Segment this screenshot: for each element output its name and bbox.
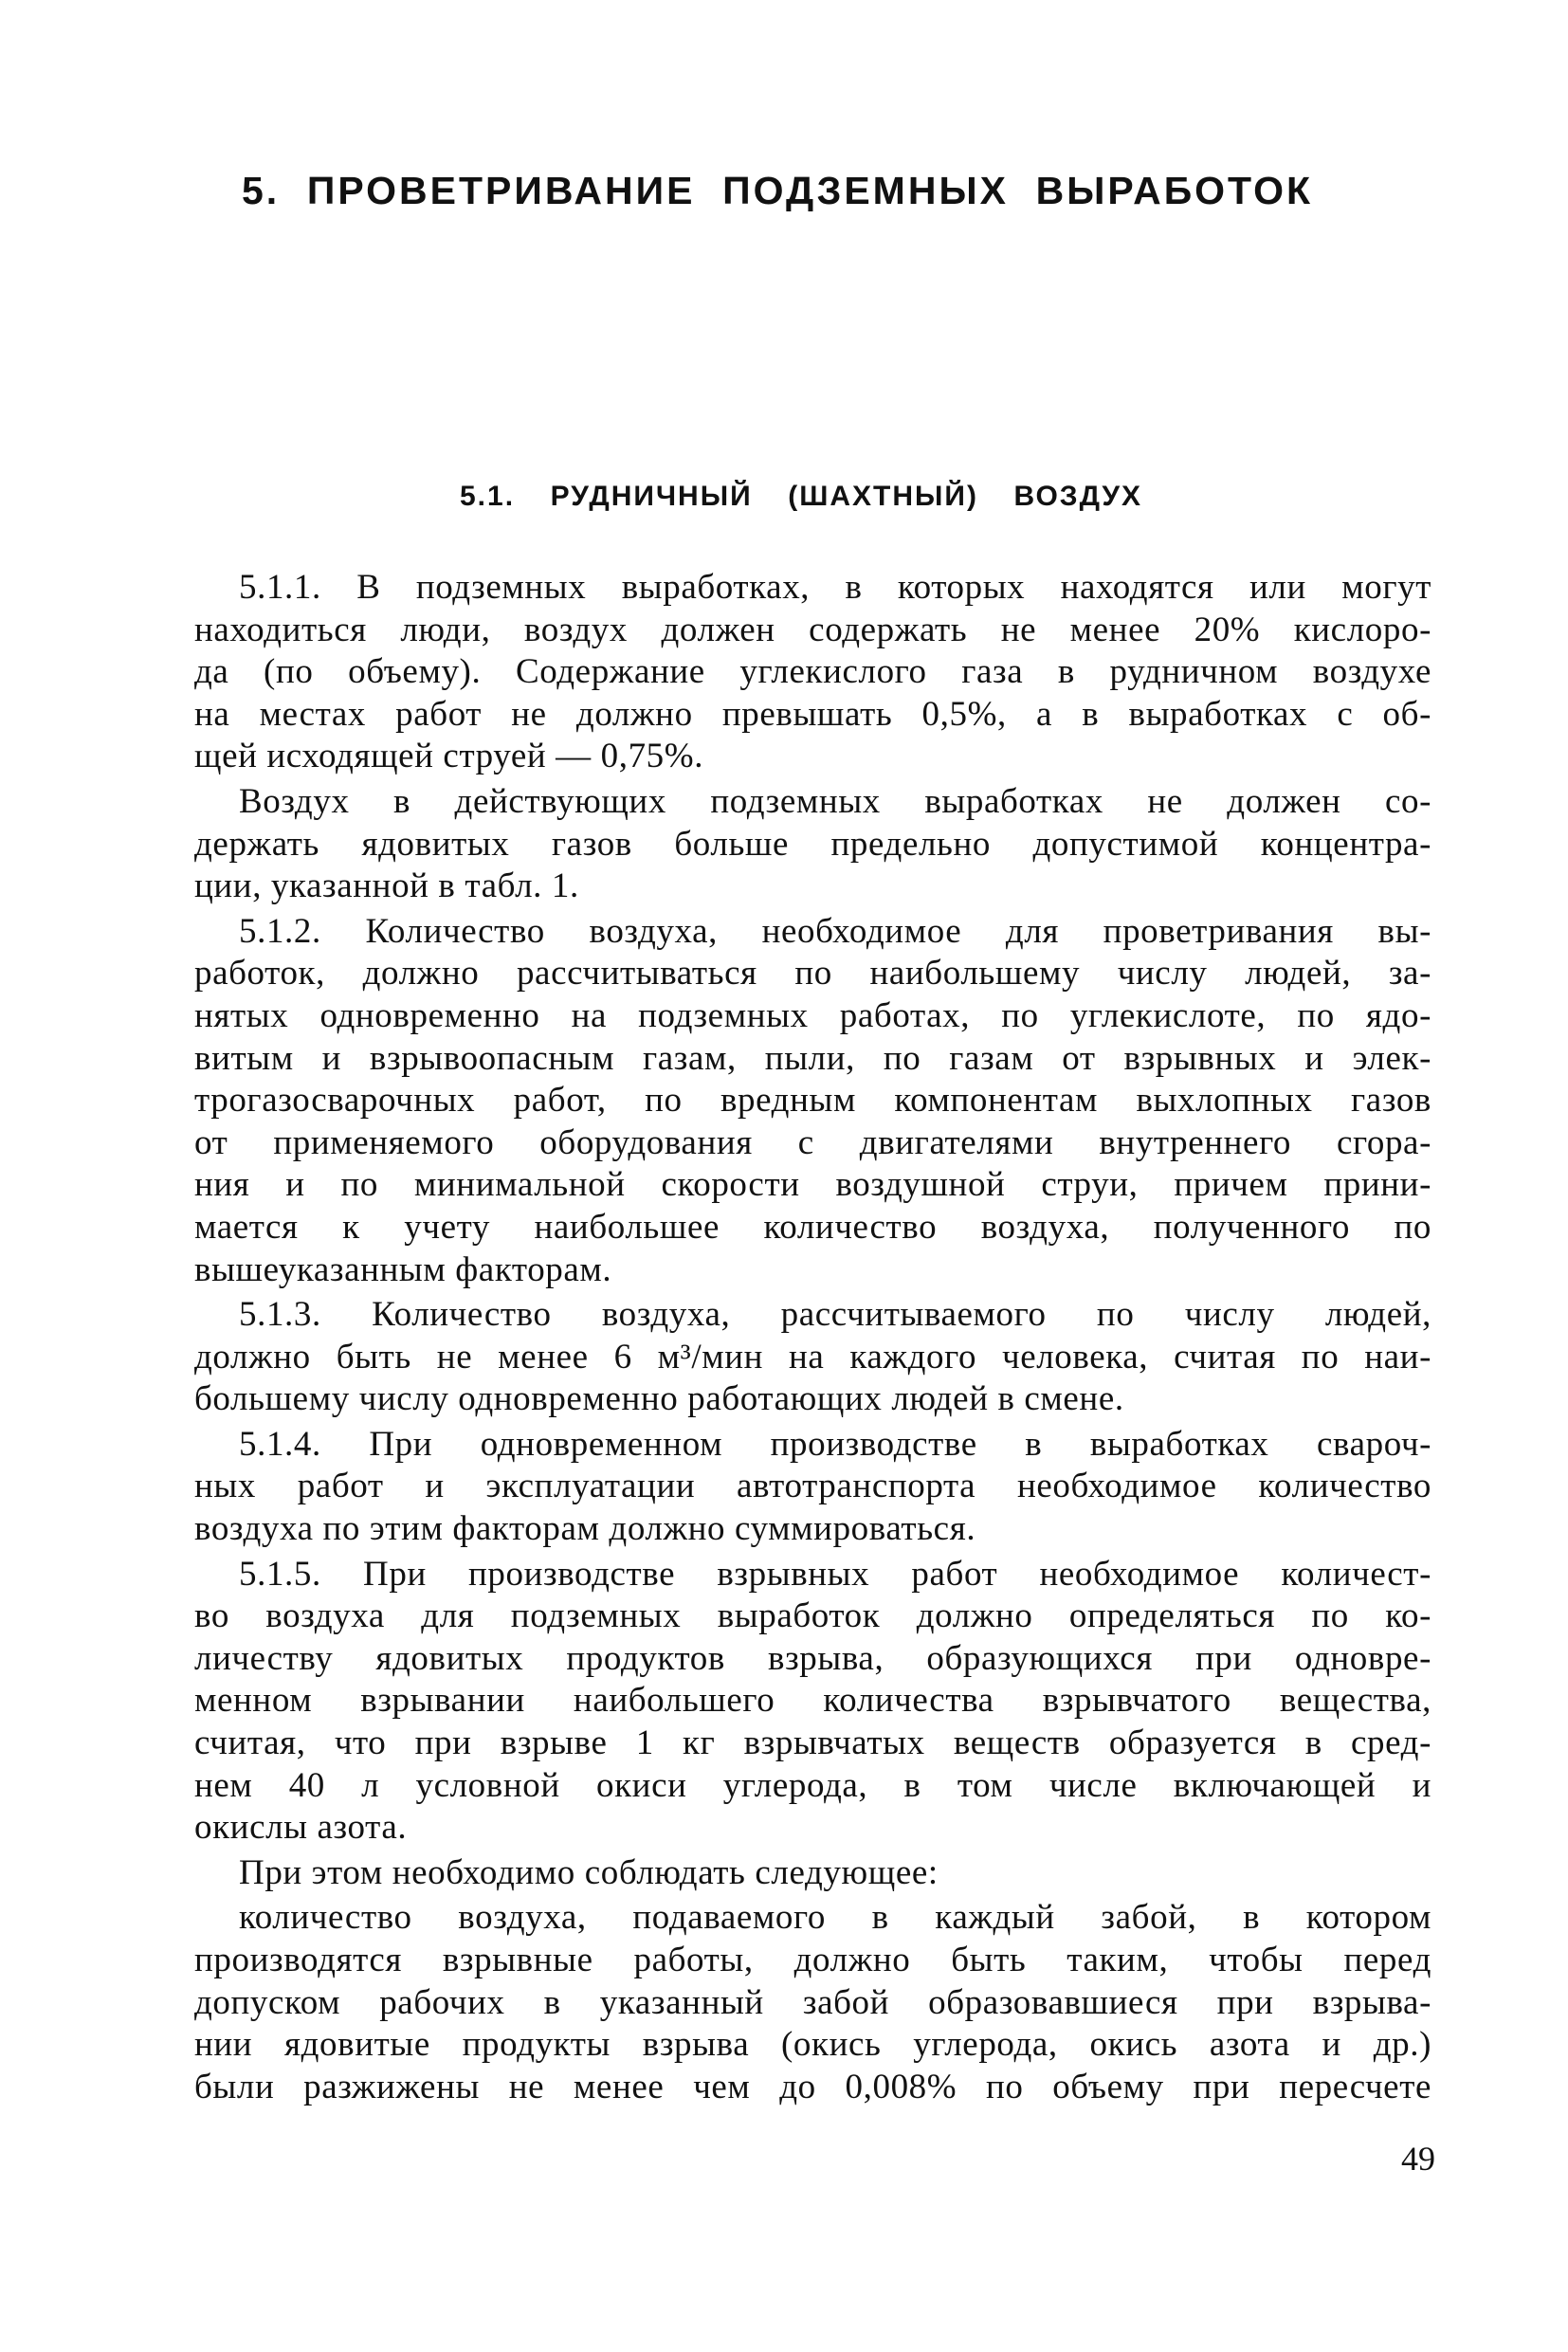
- text-line: от применяемого оборудования с двигателями внутреннего сгора-: [194, 1122, 1431, 1162]
- paragraph: [194, 1897, 1431, 2108]
- text-line: 5.1.2. Количество воздуха, необходимое для проветривания вы-: [239, 911, 1431, 951]
- paragraph: [194, 567, 1431, 778]
- text-line: большему числу одновременно работающих людей в смене.: [194, 1379, 1124, 1419]
- text-line: находиться люди, воздух должен содержать не менее 20% кислоро-: [194, 610, 1431, 649]
- text-line: витым и взрывоопасным газам, пыли, по газам от взрывных и элек-: [194, 1038, 1431, 1078]
- paragraph: [194, 1554, 1431, 1850]
- text-line: 5.1.4. При одновременном производстве в выработках свароч-: [239, 1424, 1431, 1464]
- text-line: количество воздуха, подаваемого в каждый забой, в котором: [239, 1898, 1431, 1938]
- text-line: 5.1.5. При производстве взрывных работ необходимое количест-: [239, 1554, 1431, 1594]
- paragraph: [194, 911, 1431, 1291]
- text-line: вышеуказанным факторам.: [194, 1249, 612, 1289]
- paragraph: [194, 781, 1431, 908]
- page-number: 49: [1401, 2140, 1435, 2178]
- text-line: работок, должно рассчитываться по наибольшему числу людей, за-: [194, 954, 1431, 994]
- text-line: менном взрывании наибольшего количества взрывчатого вещества,: [194, 1681, 1431, 1721]
- section-title: 5.1. РУДНИЧНЫЙ (ШАХТНЫЙ) ВОЗДУХ: [460, 481, 1142, 512]
- paragraph: [194, 1852, 1431, 1895]
- text-line: да (по объему). Содержание углекислого газа в рудничном воздухе: [194, 652, 1431, 692]
- text-line: держать ядовитых газов больше предельно допустимой концентра-: [194, 824, 1431, 864]
- text-line: допуском рабочих в указанный забой образовавшиеся при взрыва-: [194, 1982, 1431, 2022]
- text-line: щей исходящей струей — 0,75%.: [194, 737, 704, 776]
- text-line: трогазосварочных работ, по вредным компонентам выхлопных газов: [194, 1081, 1431, 1121]
- text-line: были разжижены не менее чем до 0,008% по объему при пересчете: [194, 2067, 1431, 2106]
- text-line: нятых одновременно на подземных работах, по углекислоте, по ядо-: [194, 995, 1431, 1035]
- text-line: воздуха по этим факторам должно суммироваться.: [194, 1509, 976, 1549]
- text-line: должно быть не менее 6 м³/мин на каждого человека, считая по наи-: [194, 1337, 1431, 1377]
- text-line: на местах работ не должно превышать 0,5%, а в выработках с об-: [194, 694, 1431, 734]
- text-line: личеству ядовитых продуктов взрыва, образующихся при одновре-: [194, 1638, 1431, 1678]
- text-line: ния и по минимальной скорости воздушной струи, причем прини-: [194, 1165, 1431, 1205]
- text-line: мается к учету наибольшее количество воздуха, полученного по: [194, 1207, 1431, 1247]
- text-line: При этом необходимо соблюдать следующее:: [239, 1852, 939, 1892]
- chapter-title: 5. ПРОВЕТРИВАНИЕ ПОДЗЕМНЫХ ВЫРАБОТОК: [242, 169, 1313, 212]
- text-line: 5.1.3. Количество воздуха, рассчитываемого по числу людей,: [239, 1295, 1431, 1335]
- text-line: считая, что при взрыве 1 кг взрывчатых веществ образуется в сред-: [194, 1723, 1431, 1763]
- body-text: [194, 567, 1431, 2111]
- text-line: производятся взрывные работы, должно быть таким, чтобы перед: [194, 1941, 1431, 1979]
- text-line: окислы азота.: [194, 1808, 408, 1848]
- text-line: нем 40 л условной окиси углерода, в том числе включающей и: [194, 1765, 1431, 1805]
- paragraph: [194, 1294, 1431, 1421]
- text-line: ции, указанной в табл. 1.: [194, 866, 579, 906]
- paragraph: [194, 1424, 1431, 1551]
- text-line: Воздух в действующих подземных выработках не должен со-: [239, 781, 1431, 821]
- text-line: во воздуха для подземных выработок должно определяться по ко-: [194, 1596, 1431, 1636]
- text-line: нии ядовитые продукты взрыва (окись углерода, окись азота и др.): [194, 2025, 1431, 2065]
- text-line: ных работ и эксплуатации автотранспорта необходимое количество: [194, 1467, 1431, 1506]
- text-line: 5.1.1. В подземных выработках, в которых находятся или могут: [239, 568, 1431, 607]
